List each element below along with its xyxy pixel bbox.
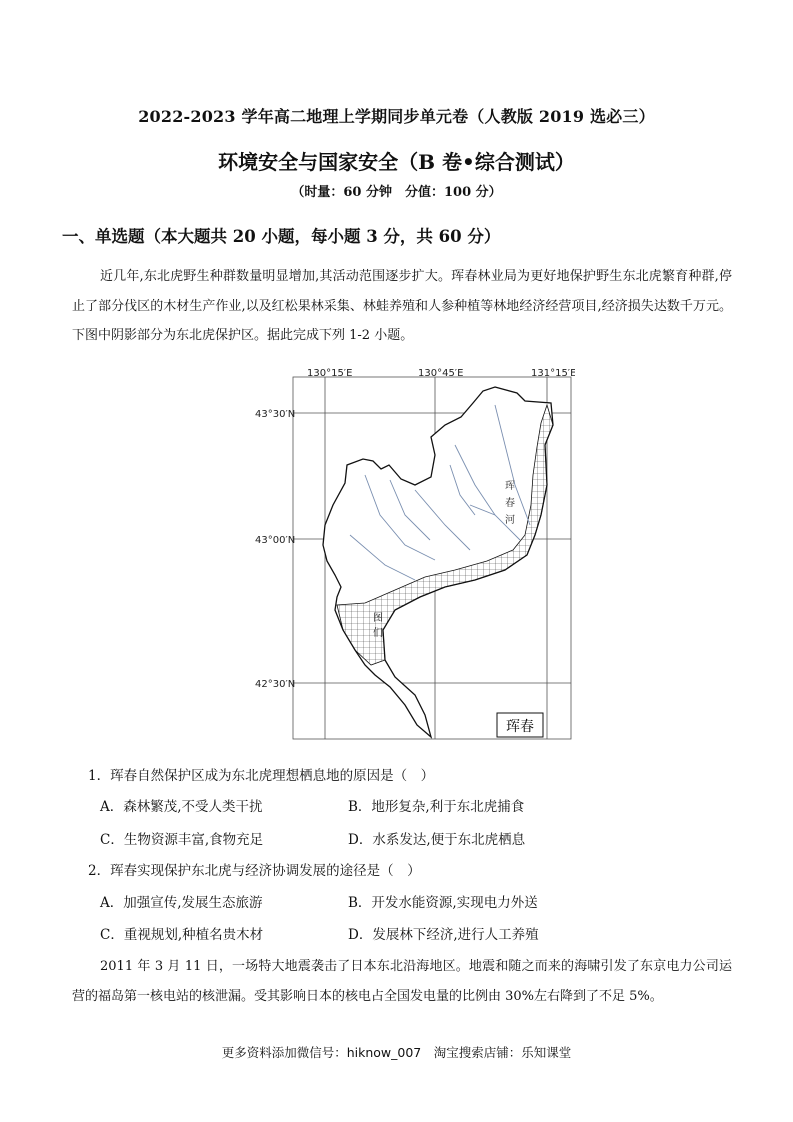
section-heading: 一、单选题（本大题共 20 小题，每小题 3 分，共 60 分） — [62, 227, 501, 246]
paper-subtitle: 环境安全与国家安全（B 卷•综合测试） — [218, 150, 575, 174]
paper-meta: （时量：60 分钟 分值：100 分） — [291, 185, 502, 200]
river-label-2: 春 — [505, 498, 515, 509]
question-2-stem: 2．珲春实现保护东北虎与经济协调发展的途径是（ ） — [88, 863, 421, 879]
lat-label-1: 43°30′N — [255, 409, 296, 420]
river-label-1: 珲 — [505, 481, 515, 492]
q1-option-a: A．森林繁茂,不受人类干扰 — [100, 799, 263, 815]
tiger-reserve-map — [255, 365, 575, 745]
paper-title: 2022-2023 学年高二地理上学期同步单元卷（人教版 2019 选必三） — [138, 107, 655, 126]
passage-1: 近几年,东北虎野生种群数量明显增加,其活动范围逐步扩大。珲春林业局为更好地保护野生东北虎繁育种群,停止了部分伐区的木材生产作业,以及红松果林采集、林蛙养殖和人参种植等林地经济经营项目,经济损失达数千万元。下图中阴影部分为东北虎保护区。据此完成下列 1-2 小题。 — [72, 269, 732, 343]
q1-option-b: B．地形复杂,利于东北虎捕食 — [348, 799, 525, 815]
lon-label-1: 130°15′E — [307, 368, 353, 379]
river2-label-1: 图 — [373, 613, 383, 624]
page-footer: 更多资料添加微信号：hiknow_007 淘宝搜索店铺：乐知课堂 — [221, 1045, 572, 1060]
river-label-3: 河 — [505, 515, 515, 526]
question-1-stem: 1．珲春自然保护区成为东北虎理想栖息地的原因是（ ） — [88, 768, 435, 784]
lon-label-2: 130°45′E — [418, 368, 464, 379]
lat-label-3: 42°30′N — [255, 679, 296, 690]
q2-option-b: B．开发水能资源,实现电力外送 — [348, 895, 538, 911]
q2-option-c: C．重视规划,种植名贵木材 — [100, 927, 264, 943]
river2-label-2: 们 — [373, 628, 383, 639]
q2-option-a: A．加强宣传,发展生态旅游 — [100, 895, 263, 911]
q1-option-d: D．水系发达,便于东北虎栖息 — [348, 832, 526, 848]
lat-label-2: 43°00′N — [255, 535, 296, 546]
q2-option-d: D．发展林下经济,进行人工养殖 — [348, 927, 539, 943]
lon-label-3: 131°15′E — [531, 368, 575, 379]
place-label: 珲春 — [506, 719, 534, 735]
passage-2: 2011 年 3 月 11 日，一场特大地震袭击了日本东北沿海地区。地震和随之而来的海啸引发了东京电力公司运营的福岛第一核电站的核泄漏。受其影响日本的核电占全国发电量的比例由 30%左右降到了不足 5%。 — [72, 959, 732, 1004]
q1-option-c: C．生物资源丰富,食物充足 — [100, 832, 264, 848]
